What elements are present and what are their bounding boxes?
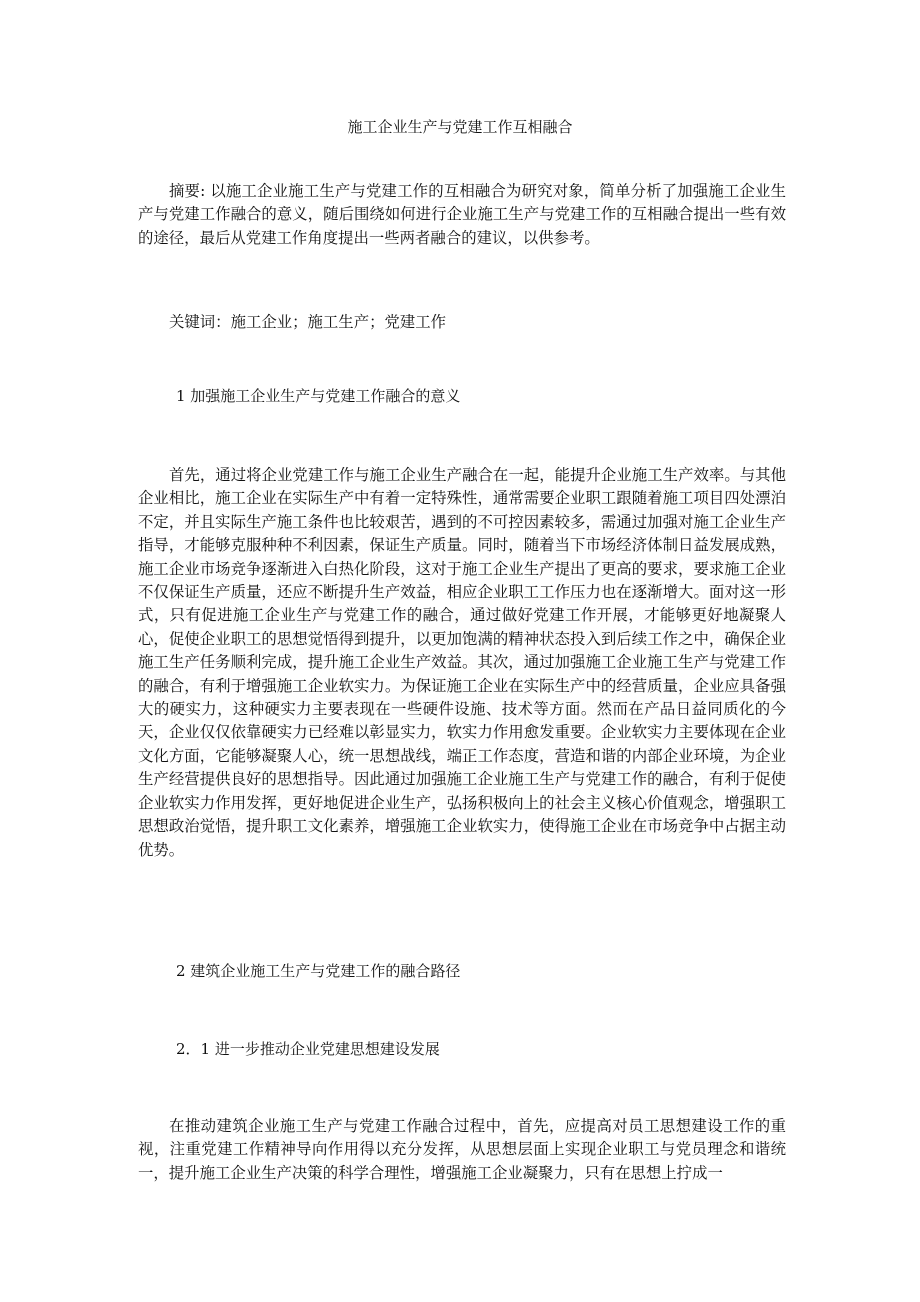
subsection-2-1-heading: 2．1 进一步推动企业党建思想建设发展 xyxy=(176,1040,440,1058)
section-1-body: 首先，通过将企业党建工作与施工企业生产融合在一起，能提升企业施工生产效率。与其他企业相比，施工企业在实际生产中有着一定特殊性，通常需要企业职工跟随着施工项目四处漂泊不定，并且实际生产施工条件也比较艰苦，遇到的不可控因素较多，需通过加强对施工企业生产指导，才能够克服种种不利因素，保证生产质量。同时，随着当下市场经济体制日益发展成熟，施工企业市场竞争逐渐进入白热化阶段，这对于施工企业生产提出了更高的要求，要求施工企业不仅保证生产质量，还应不断提升生产效益，相应企业职工工作压力也在逐渐增大。面对这一形式，只有促进施工企业生产与党建工作的融合，通过做好党建工作开展，才能够更好地凝聚人心，促使企业职工的思想觉悟得到提升，以更加饱满的精神状态投入到后续工作之中，确保企业施工生产任务顺利完成，提升施工企业生产效益。其次，通过加强施工企业施工生产与党建工作的融合，有利于增强施工企业软实力。为保证施工企业在实际生产中的经营质量，企业应具备强大的硬实力，这种硬实力主要表现在一些硬件设施、技术等方面。然而在产品日益同质化的今天，企业仅仅依靠硬实力已经难以彰显实力，软实力作用愈发重要。企业软实力主要体现在企业文化方面，它能够凝聚人心，统一思想战线，端正工作态度，营造和谐的内部企业环境，为企业生产经营提供良好的思想指导。因此通过加强施工企业施工生产与党建工作的融合，有利于促使企业软实力作用发挥，更好地促进企业生产，弘扬积极向上的社会主义核心价值观念，增强职工思想政治觉悟，提升职工文化素养，增强施工企业软实力，使得施工企业在市场竞争中占据主动优势。 xyxy=(138,466,786,859)
section-2-heading: 2 建筑企业施工生产与党建工作的融合路径 xyxy=(176,962,461,980)
subsection-2-1-body: 在推动建筑企业施工生产与党建工作融合过程中，首先，应提高对员工思想建设工作的重视，注重党建工作精神导向作用得以充分发挥，从思想层面上实现企业职工与党员理念和谐统一，提升施工企业生产决策的科学合理性，增强施工企业凝聚力，只有在思想上拧成一 xyxy=(138,1117,786,1182)
document-title: 施工企业生产与党建工作互相融合 xyxy=(347,118,573,136)
abstract-paragraph: 摘要: 以施工企业施工生产与党建工作的互相融合为研究对象，简单分析了加强施工企业生产与党建工作融合的意义，随后围绕如何进行企业施工生产与党建工作的互相融合提出一些有效的途径，最后从党建工作角度提出一些两者融合的建议，以供参考。 xyxy=(138,182,787,247)
section-1-heading: 1 加强施工企业生产与党建工作融合的意义 xyxy=(176,387,461,405)
keywords-line: 关键词：施工企业；施工生产；党建工作 xyxy=(169,313,447,331)
